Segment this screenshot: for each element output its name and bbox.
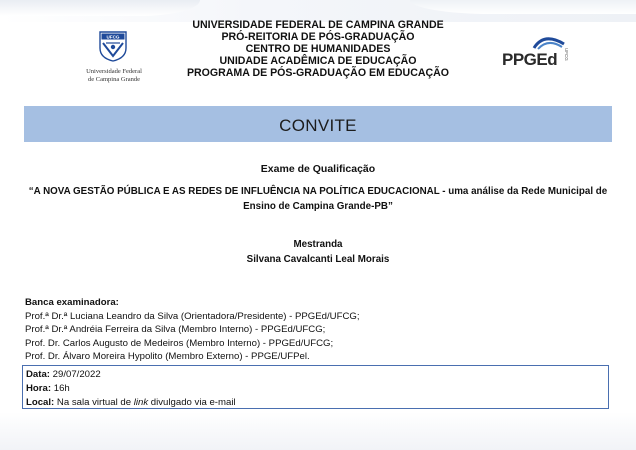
title-banner (24, 106, 612, 142)
header-line: CENTRO DE HUMANIDADES (245, 43, 391, 55)
student-name: Silvana Cavalcanti Leal Morais (246, 254, 390, 265)
time-row (26, 382, 608, 396)
ppged-logo-text: PPGEd (502, 50, 558, 69)
bottom-decoration (0, 412, 636, 450)
svg-text:UFCG: UFCG (106, 34, 120, 40)
date-label: Data: (26, 369, 50, 380)
degree-label: Mestranda (293, 239, 343, 250)
ufcg-crest-icon (98, 30, 128, 62)
board-member: Prof.ª Dr.ª Luciana Leandro da Silva (Orientadora/Presidente) - PPGEd/UFCG; (25, 310, 360, 322)
header-line: PRÓ-REITORIA DE PÓS-GRADUAÇÃO (221, 31, 415, 43)
thesis-title: “A NOVA GESTÃO PÚBLICA E AS REDES DE INFLUÊNCIA NA POLÍTICA EDUCACIONAL - uma análise da Rede Municipal de Ensino de Campina Grande-PB” (28, 186, 608, 212)
place-row (26, 396, 608, 410)
place-text: Na sala virtual de (54, 397, 134, 408)
board-member: Prof.ª Dr.ª Andréia Ferreira da Silva (Membro Interno) - PPGEd/UFCG; (25, 324, 326, 336)
place-label: Local: (26, 397, 55, 408)
exam-title: Exame de Qualificação (260, 163, 376, 175)
examining-board (25, 296, 605, 364)
top-left-wave (0, 0, 200, 16)
ppged-logo-side-text: UFCG (564, 48, 569, 61)
ufcg-logo (84, 30, 144, 86)
date-row (26, 368, 608, 382)
place-text-end: divulgado via e-mail (148, 397, 236, 408)
time-value: 16h (51, 383, 70, 394)
page-title: CONVITE (279, 115, 357, 135)
place-link-word: link (133, 397, 149, 408)
ppged-logo-icon (532, 34, 566, 50)
board-member: Prof. Dr. Carlos Augusto de Medeiros (Membro Interno) - PPGEd/UFCG; (25, 337, 334, 349)
header-line: UNIDADE ACADÊMICA DE EDUCAÇÃO (219, 55, 417, 67)
board-title: Banca examinadora: (25, 297, 119, 308)
board-member: Prof. Dr. Álvaro Moreira Hypolito (Membro Externo) - PPGE/UFPel. (25, 351, 310, 363)
header-line: UNIVERSIDADE FEDERAL DE CAMPINA GRANDE (192, 19, 444, 31)
institution-header (150, 19, 486, 79)
ufcg-logo-caption: Universidade Federal de Campina Grande (86, 68, 142, 83)
ppged-logo (498, 40, 574, 70)
date-value: 29/07/2022 (50, 369, 101, 380)
event-details (22, 365, 609, 409)
time-label: Hora: (26, 383, 52, 394)
header-line: PROGRAMA DE PÓS-GRADUAÇÃO EM EDUCAÇÃO (186, 67, 450, 79)
